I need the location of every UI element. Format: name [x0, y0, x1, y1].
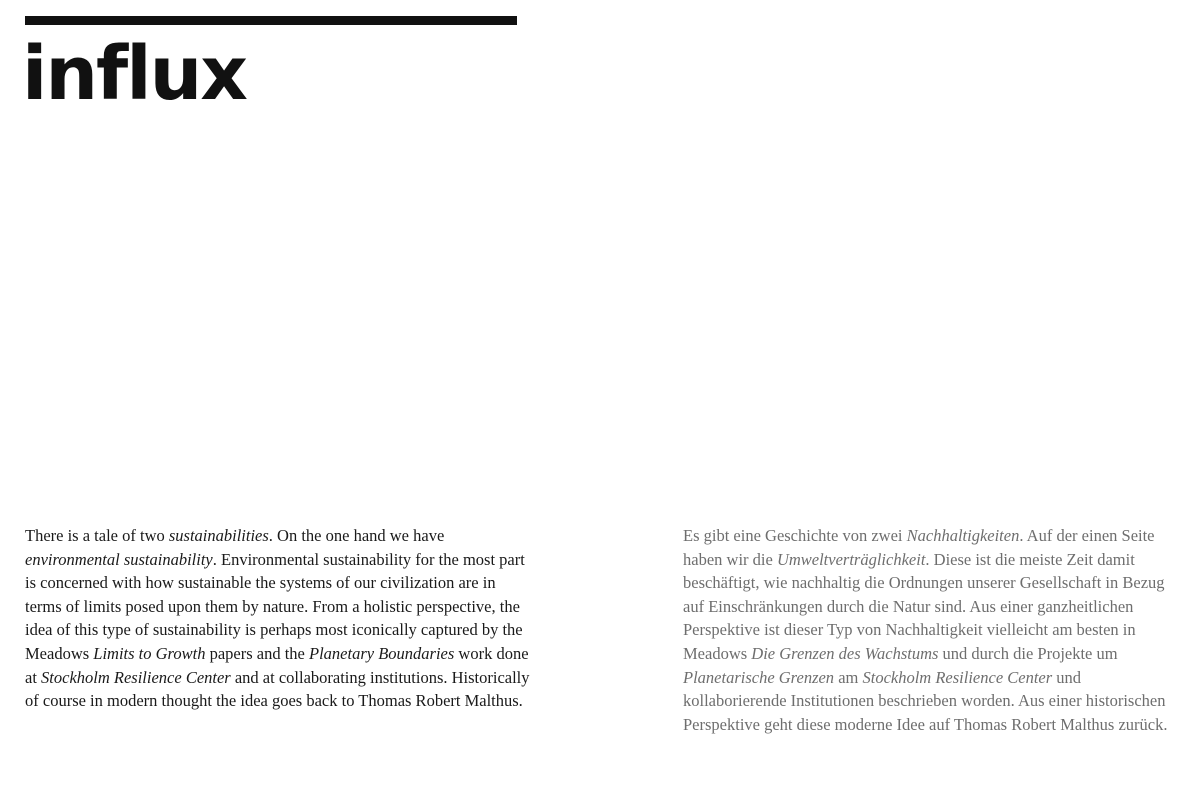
en-text-1: There is a tale of two	[25, 526, 169, 545]
de-italic-stockholm-resilience-center: Stockholm Resilience Center	[862, 667, 1053, 687]
de-italic-planetarische-grenzen: Planetarische Grenzen	[683, 667, 835, 687]
german-paragraph	[683, 524, 1183, 736]
en-text-5: work done at	[25, 643, 529, 687]
en-italic-stockholm-resilience-center: Stockholm Resilience Center	[41, 667, 231, 687]
de-text-3: . Diese ist die meiste Zeit damit beschäftigt, wie nachhaltig die Ordnungen unserer Gesellschaft in Bezug auf Einschränkungen durch die Natur sind. Aus einer ganzheitlichen Perspektive ist dieser Typ von Nachhaltigkeit vielleicht am besten in Meadows	[683, 549, 1165, 663]
top-rule	[25, 16, 517, 25]
de-italic-nachhaltigkeiten: Nachhaltigkeiten	[906, 526, 1020, 545]
de-text-6: und kollaborierende Institutionen beschrieben worden. Aus einer historischen Perspektive geht diese moderne Idee auf Thomas Robert Malthus zurück.	[683, 667, 1168, 734]
de-text-2: . Auf der einen Seite haben wir die	[683, 526, 1155, 569]
english-paragraph	[25, 524, 530, 713]
de-text-4: und durch die Projekte um	[938, 643, 1118, 663]
en-text-2: . On the one hand we have	[268, 526, 445, 545]
en-italic-environmental-sustainability: environmental sustainability	[25, 549, 213, 569]
en-italic-sustainabilities: sustainabilities	[168, 526, 269, 545]
en-text-4: papers and the	[205, 643, 309, 663]
en-text-3: . Environmental sustainability for the most part is concerned with how sustainable the systems of our civilization are in terms of limits posed upon them by nature. From a holistic perspective, the idea of this type of sustainability is perhaps most iconically captured by the Meadows	[25, 549, 525, 663]
de-italic-grenzen-des-wachstums: Die Grenzen des Wachstums	[751, 643, 939, 663]
en-italic-planetary-boundaries: Planetary Boundaries	[309, 643, 455, 663]
en-italic-limits-to-growth: Limits to Growth	[93, 643, 206, 663]
de-italic-umweltvertraeglichkeit: Umweltverträglichkeit	[776, 549, 926, 569]
de-text-5: am	[834, 667, 863, 687]
masthead-title: influx	[22, 31, 247, 117]
en-text-6: and at collaborating institutions. Historically of course in modern thought the idea goes back to Thomas Robert Malthus.	[25, 667, 530, 711]
de-text-1: Es gibt eine Geschichte von zwei	[683, 526, 907, 545]
